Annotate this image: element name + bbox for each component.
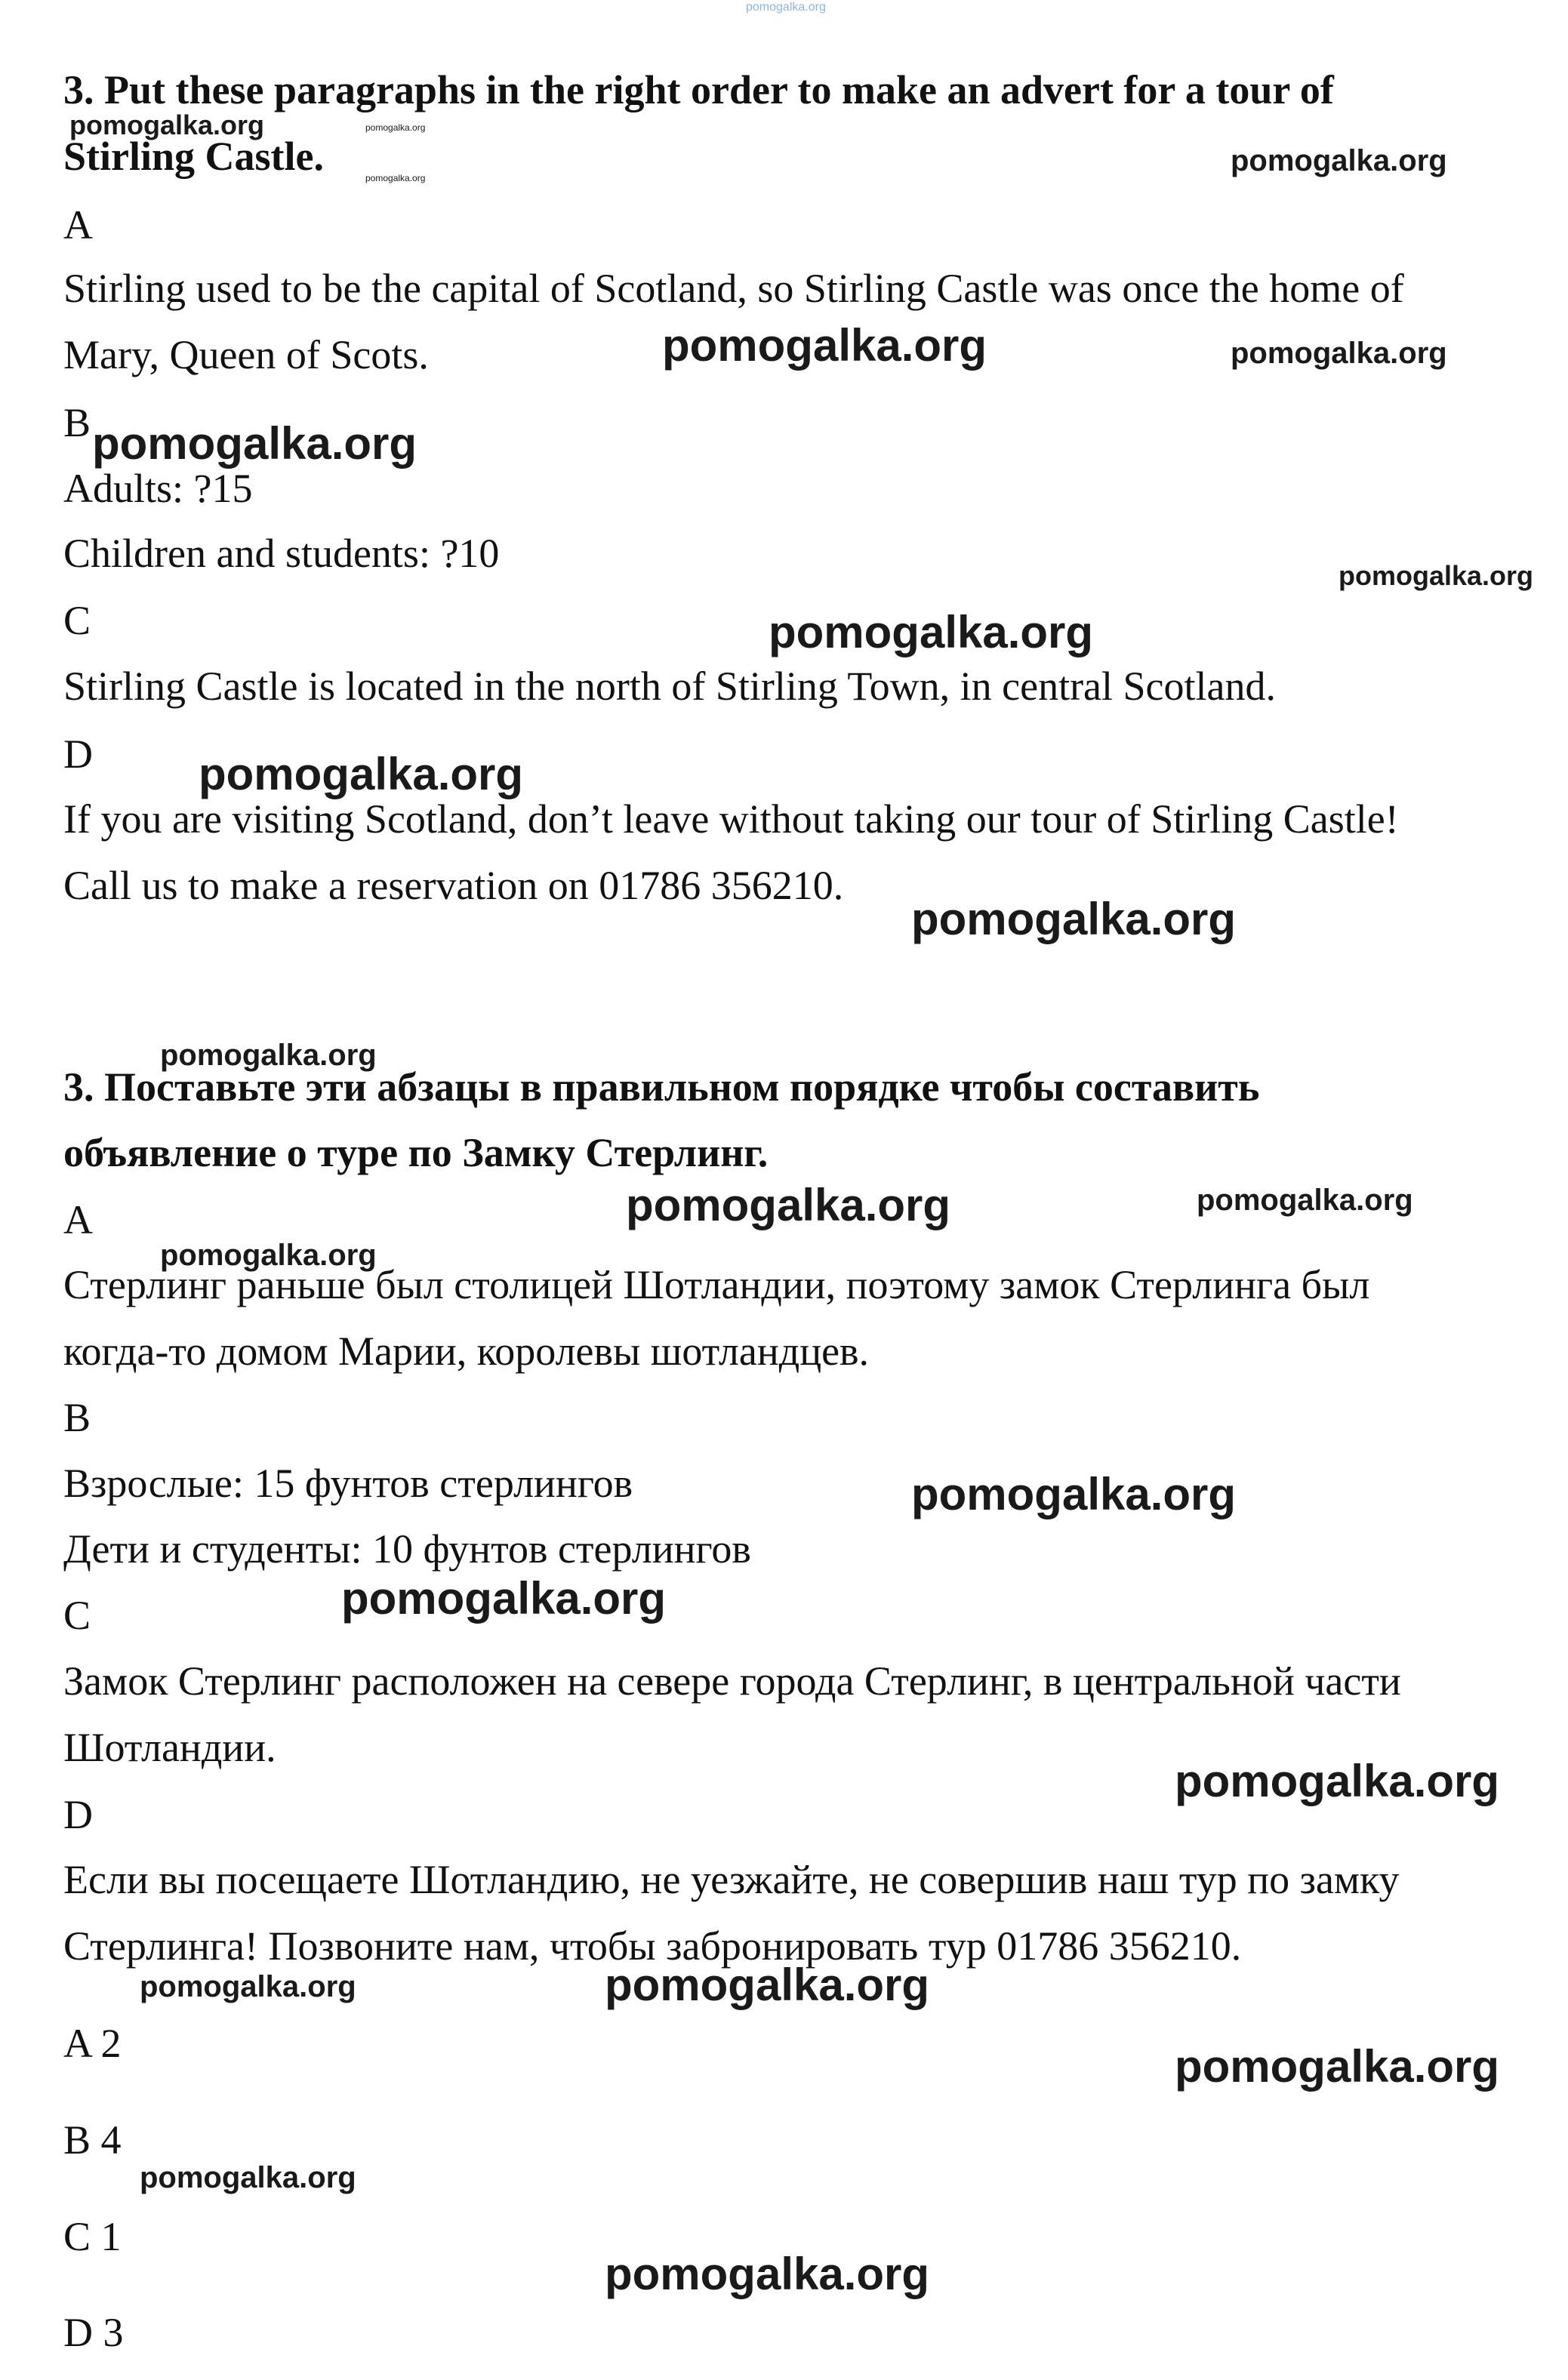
russian-label-d: D <box>63 1792 93 1837</box>
english-paragraph-b-line1: Adults: ?15 <box>63 466 253 511</box>
english-paragraph-d-line1: If you are visiting Scotland, don’t leave without taking our tour of Stirling Castle! <box>63 796 1399 842</box>
russian-paragraph-c-line2: Шотландии. <box>63 1725 276 1770</box>
watermark-text: pomogalka.org <box>746 1 826 14</box>
russian-paragraph-a-line2: когда-то домом Марии, королевы шотландцев. <box>63 1329 870 1374</box>
russian-paragraph-a-line1: Стерлинг раньше был столицей Шотландии, поэтому замок Стерлинга был <box>63 1262 1370 1307</box>
watermark-text: pomogalka.org <box>1175 2041 1500 2092</box>
answer-b: B 4 <box>63 2117 122 2163</box>
english-label-a: A <box>63 202 93 248</box>
english-paragraph-a-line2: Mary, Queen of Scots. <box>63 332 429 377</box>
watermark-text: pomogalka.org <box>1197 1184 1413 1217</box>
watermark-text: pomogalka.org <box>605 2249 930 2299</box>
english-task-title-line1: 3. Put these paragraphs in the right order to make an advert for a tour of <box>63 67 1334 112</box>
watermark-text: pomogalka.org <box>365 122 426 133</box>
english-label-d: D <box>63 731 93 777</box>
english-paragraph-b-line2: Children and students: ?10 <box>63 531 500 576</box>
russian-paragraph-d-line2: Стерлинга! Позвоните нам, чтобы забронировать тур 01786 356210. <box>63 1923 1242 1969</box>
watermark-text: pomogalka.org <box>911 894 1237 944</box>
watermark-text: pomogalka.org <box>626 1180 951 1230</box>
russian-paragraph-d-line1: Если вы посещаете Шотландию, не уезжайте, не совершив наш тур по замку <box>63 1857 1400 1902</box>
english-paragraph-c-line1: Stirling Castle is located in the north of Stirling Town, in central Scotland. <box>63 664 1276 709</box>
english-paragraph-a-line1: Stirling used to be the capital of Scotland, so Stirling Castle was once the home of <box>63 266 1404 311</box>
english-label-c: C <box>63 598 91 643</box>
russian-label-a: A <box>63 1197 93 1242</box>
watermark-text: pomogalka.org <box>769 607 1094 657</box>
watermark-text: pomogalka.org <box>1175 1756 1500 1806</box>
watermark-text: pomogalka.org <box>69 109 265 140</box>
watermark-text: pomogalka.org <box>92 418 417 469</box>
russian-task-title-line1: 3. Поставьте эти абзацы в правильном порядке чтобы составить <box>63 1064 1260 1110</box>
watermark-text: pomogalka.org <box>605 1960 930 2010</box>
answer-d: D 3 <box>63 2310 124 2355</box>
english-task-title-line2: Stirling Castle. <box>63 134 324 179</box>
english-label-b: B <box>63 400 91 445</box>
watermark-text: pomogalka.org <box>140 2161 356 2194</box>
russian-paragraph-c-line1: Замок Стерлинг расположен на севере города Стерлинг, в центральной части <box>63 1658 1401 1704</box>
russian-task-title-line2: объявление о туре по Замку Стерлинг. <box>63 1130 769 1175</box>
russian-label-c: C <box>63 1593 91 1638</box>
watermark-text: pomogalka.org <box>341 1573 667 1624</box>
english-paragraph-d-line2: Call us to make a reservation on 01786 356210. <box>63 863 844 908</box>
russian-label-b: B <box>63 1395 91 1440</box>
russian-paragraph-b-line2: Дети и студенты: 10 фунтов стерлингов <box>63 1526 751 1572</box>
watermark-text: pomogalka.org <box>199 749 524 799</box>
watermark-text: pomogalka.org <box>911 1469 1237 1519</box>
watermark-text: pomogalka.org <box>1231 144 1447 177</box>
answer-a: A 2 <box>63 2021 122 2066</box>
watermark-text: pomogalka.org <box>365 173 426 183</box>
watermark-text: pomogalka.org <box>160 1239 377 1272</box>
watermark-text: pomogalka.org <box>1231 337 1447 370</box>
russian-paragraph-b-line1: Взрослые: 15 фунтов стерлингов <box>63 1461 633 1506</box>
watermark-text: pomogalka.org <box>662 320 987 371</box>
watermark-text: pomogalka.org <box>140 1970 356 2003</box>
watermark-text: pomogalka.org <box>1338 560 1534 591</box>
answer-c: C 1 <box>63 2214 122 2259</box>
watermark-text: pomogalka.org <box>160 1039 377 1072</box>
